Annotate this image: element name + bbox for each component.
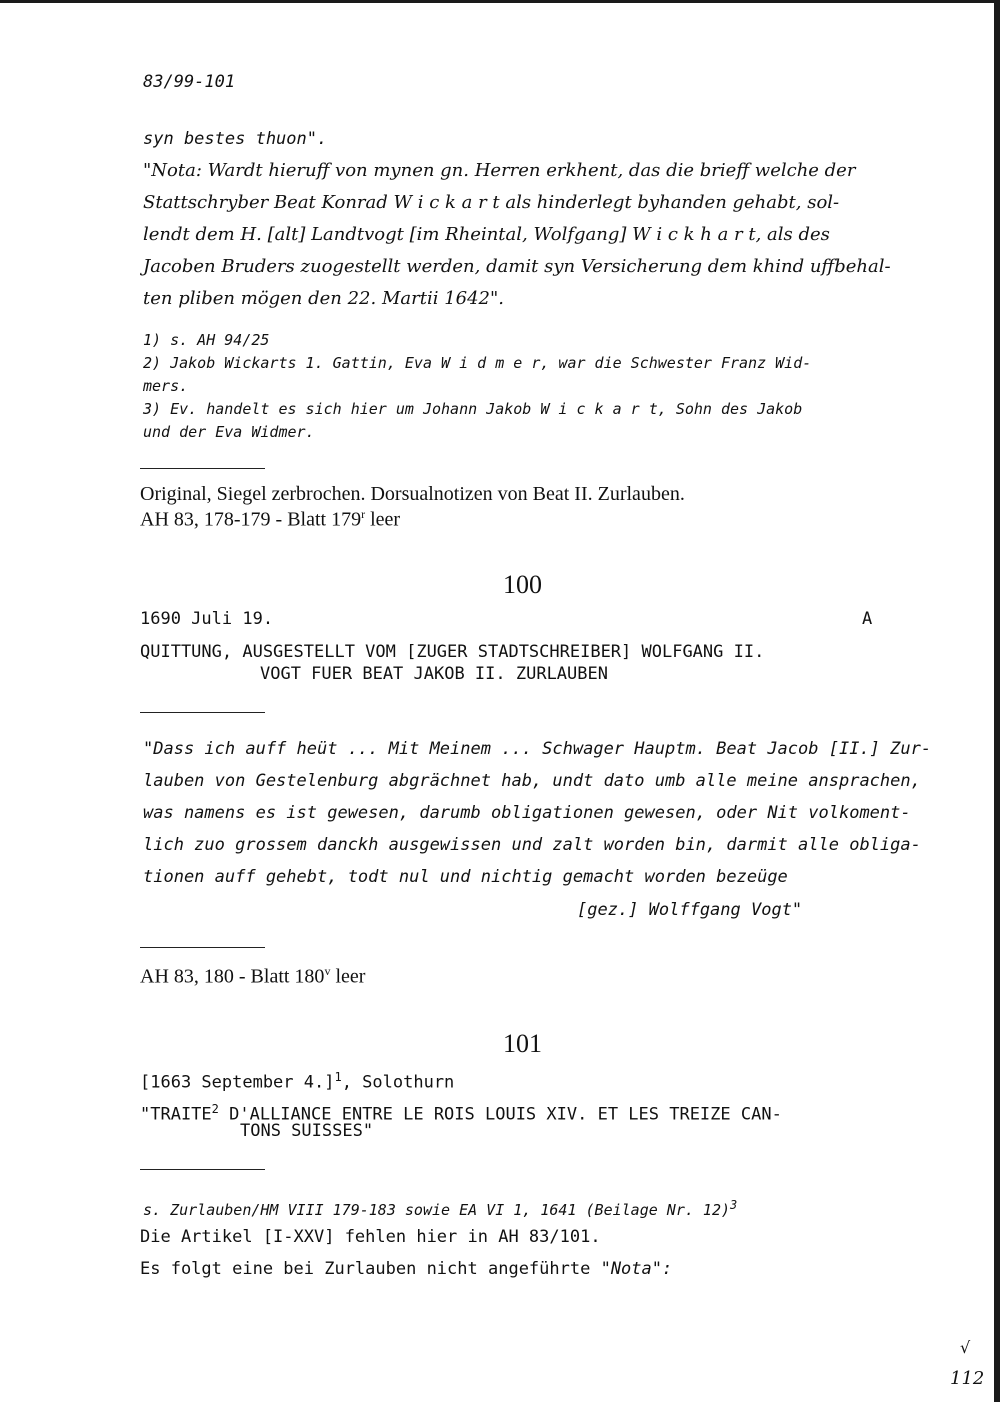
separator-rule <box>140 468 265 469</box>
signature: [gez.] Wolffgang Vogt" <box>577 900 803 920</box>
footnote: und der Eva Widmer. <box>143 423 315 441</box>
document-number: 100 <box>503 570 542 599</box>
text-line: Die Artikel [I-XXV] fehlen hier in AH 83/101. <box>140 1227 601 1247</box>
archive-reference: AH 83, 180 - Blatt 180$^v$ leer <box>140 964 366 988</box>
document-title-line: TONS SUISSES" <box>240 1121 374 1141</box>
quote-line: tionen auff gehebt, todt nul und nichtig gemacht worden bezeüge <box>143 867 788 887</box>
document-date: 1690 Juli 19. <box>140 609 274 629</box>
archive-reference: AH 83, 178-179 - Blatt 179$^r$ leer <box>140 507 401 531</box>
document-mark: A <box>862 609 873 629</box>
document-title-line: QUITTUNG, AUSGESTELLT VOM [ZUGER STADTSCHREIBER] WOLFGANG II. <box>140 642 765 662</box>
separator-rule <box>140 947 265 948</box>
page-reference: 83/99-101 <box>143 72 236 92</box>
superscript: 3 <box>730 1198 738 1212</box>
quote-line: lauben von Gestelenburg abgrächnet hab, undt dato umb alle meine ansprachen, <box>143 771 921 791</box>
document-date: [1663 September 4.]$^1$, Solothurn <box>140 1070 455 1093</box>
document-number: 101 <box>503 1029 542 1058</box>
page-number: 112 <box>950 1368 985 1389</box>
scan-border-top <box>0 0 1000 3</box>
scan-border-right <box>994 0 1000 1402</box>
separator-rule <box>140 1169 265 1170</box>
separator-rule <box>140 712 265 713</box>
source-reference: s. Zurlauben/HM VIII 179-183 sowie EA VI 1, 1641 (Beilage Nr. 12)$^3$ <box>143 1198 738 1219</box>
text-line: lendt dem H. [alt] Landtvogt [im Rheintal, Wolfgang] W i c k h a r t, als des <box>143 224 830 245</box>
superscript: 1 <box>334 1070 342 1084</box>
text-line: syn bestes thuon". <box>143 129 328 149</box>
text-line: Es folgt eine bei Zurlauben nicht angeführte "Nota": <box>140 1259 673 1279</box>
text-line: ten pliben mögen den 22. Martii 1642". <box>143 288 505 309</box>
superscript: v <box>324 964 331 978</box>
superscript: r <box>361 507 366 521</box>
footnote: 2) Jakob Wickarts 1. Gattin, Eva W i d m e r, war die Schwester Franz Wid- <box>143 354 812 372</box>
text-line: "Nota: Wardt hieruff von mynen gn. Herren erkhent, das die brieff welche der <box>143 160 856 181</box>
document-title-line: VOGT FUER BEAT JAKOB II. ZURLAUBEN <box>260 664 608 684</box>
footnote: 3) Ev. handelt es sich hier um Johann Jakob W i c k a r t, Sohn des Jakob <box>143 400 803 418</box>
quote-line: was namens es ist gewesen, darumb obligationen gewesen, oder Nit volkoment- <box>143 803 911 823</box>
footnote: 1) s. AH 94/25 <box>143 331 270 349</box>
document-title-line: "TRAITE$^2$ D'ALLIANCE ENTRE LE ROIS LOUIS XIV. ET LES TREIZE CAN- <box>140 1102 782 1125</box>
text-line: Jacoben Bruders zuogestellt werden, damit syn Versicherung dem khind uffbehal- <box>143 256 891 277</box>
text-line: Stattschryber Beat Konrad W i c k a r t als hinderlegt byhanden gehabt, sol- <box>143 192 840 213</box>
quote-line: "Dass ich auff heüt ... Mit Meinem ... Schwager Hauptm. Beat Jacob [II.] Zur- <box>143 739 932 759</box>
quote-line: lich zuo grossem danckh ausgewissen und zalt worden bin, darmit alle obliga- <box>143 835 921 855</box>
archive-note: Original, Siegel zerbrochen. Dorsualnotizen von Beat II. Zurlauben. <box>140 483 685 505</box>
check-mark-icon: √ <box>960 1338 971 1357</box>
superscript: 2 <box>211 1102 219 1116</box>
footnote: mers. <box>143 377 189 395</box>
